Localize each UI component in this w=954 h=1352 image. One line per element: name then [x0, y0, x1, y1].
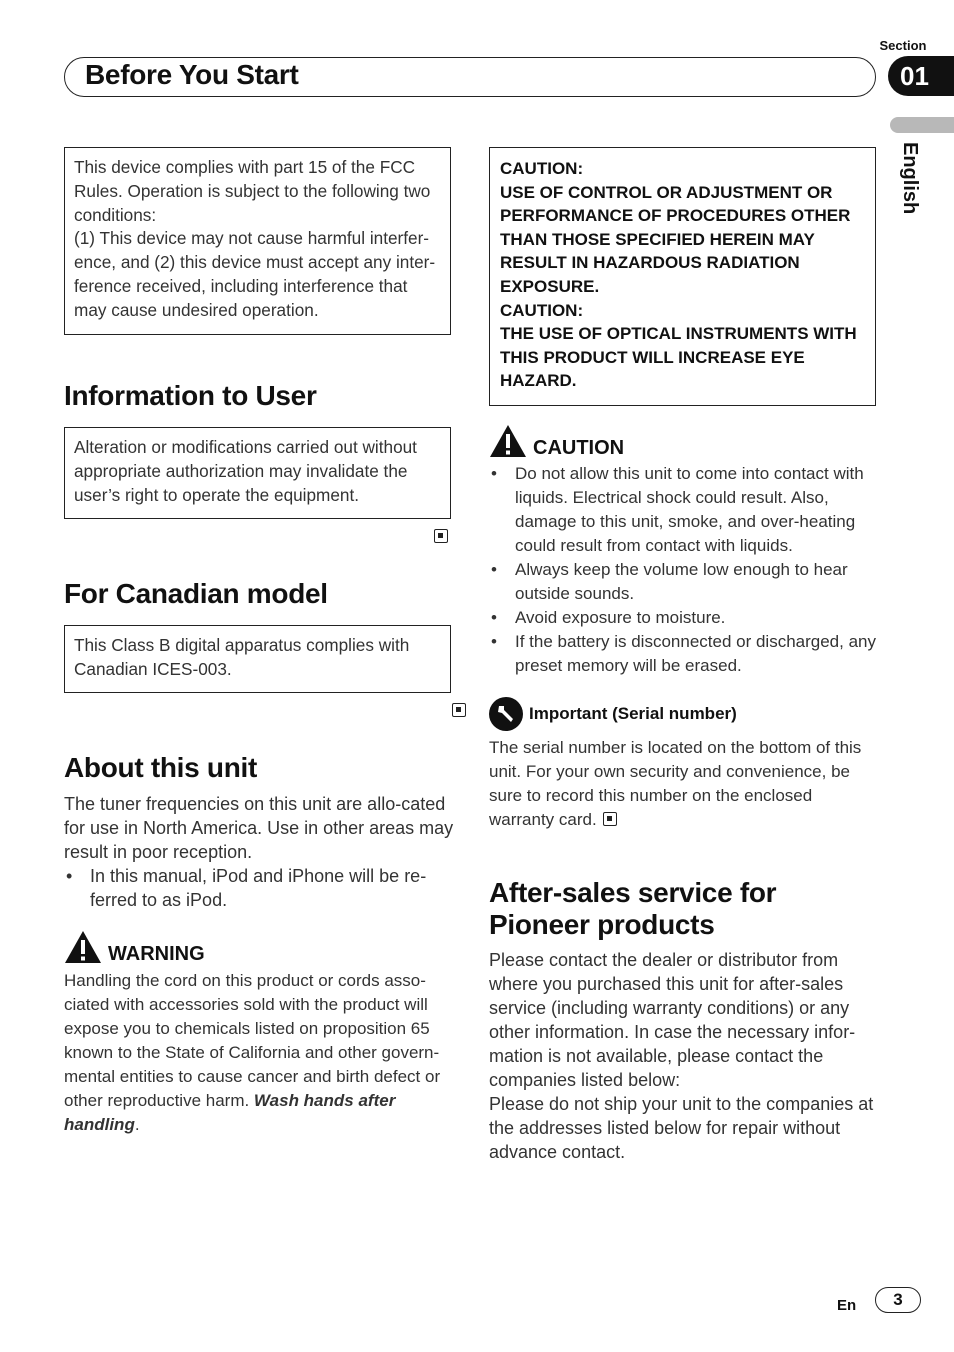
- caution-text-2: THE USE OF OPTICAL INSTRUMENTS WITH THIS PRODUCT WILL INCREASE EYE HAZARD.: [500, 324, 857, 391]
- warning-text-block: [64, 969, 456, 1137]
- list-item: • Always keep the volume low enough to hear outside sounds.: [489, 558, 881, 606]
- list-item: • In this manual, iPod and iPhone will be re-ferred to as iPod.: [64, 864, 454, 912]
- about-this-unit-heading: About this unit: [64, 752, 258, 783]
- canadian-model-heading: For Canadian model: [64, 578, 328, 609]
- section-number-badge: 01: [888, 56, 954, 96]
- canadian-model-box: This Class B digital apparatus complies with Canadian ICES-003.: [64, 625, 451, 693]
- laser-caution-box: [489, 147, 876, 406]
- warning-text: Handling the cord on this product or cords asso-ciated with accessories sold with the product will expose you to chemicals listed on proposition 65 known to the State of California and other govern-mental entities to cause cancer and birth defect or other reproductive harm.: [64, 971, 441, 1110]
- chapter-title: Before You Start: [85, 59, 299, 90]
- after-sales-paragraph-2: Please do not ship your unit to the companies at the addresses listed below for repair without advance contact.: [489, 1094, 874, 1162]
- information-to-user-heading: Information to User: [64, 380, 317, 411]
- about-this-unit-text: [64, 792, 454, 912]
- after-sales-paragraph-1: Please contact the dealer or distributor from where you purchased this unit for after-sales service (including warranty conditions) or any other information. In case the necessary infor-mation is not available, please contact the companies listed below:: [489, 950, 856, 1090]
- end-mark-icon: [603, 812, 617, 826]
- warning-heading: [64, 930, 205, 964]
- language-tab: [890, 117, 954, 133]
- important-title: Important (Serial number): [529, 704, 737, 723]
- section-label: Section: [879, 38, 927, 53]
- footer-language: En: [837, 1297, 857, 1314]
- page-number: 3: [875, 1287, 921, 1313]
- warning-tail: .: [134, 1115, 140, 1134]
- after-sales-text: [489, 948, 881, 1164]
- language-label: English: [899, 142, 921, 215]
- warning-triangle-icon: [64, 930, 102, 964]
- important-wrench-icon: [489, 697, 523, 731]
- about-paragraph: The tuner frequencies on this unit are allo-cated for use in North America. Use in other areas may result in poor reception.: [64, 794, 454, 862]
- important-text: The serial number is located on the bottom of this unit. For your own security and convenience, be sure to record this number on the enclosed warranty card.: [489, 738, 862, 829]
- caution-triangle-icon: [489, 424, 527, 458]
- caution-text-1: USE OF CONTROL OR ADJUSTMENT OR PERFORMANCE OF PROCEDURES OTHER THAN THOSE SPECIFIED HEREIN MAY RESULT IN HAZARDOUS RADIATION EXPOSURE.: [500, 182, 851, 296]
- important-text-block: [489, 736, 879, 832]
- warning-emphasis: Wash hands after handling: [64, 1091, 396, 1134]
- list-item: • Avoid exposure to moisture.: [489, 606, 881, 630]
- end-mark-icon: [434, 529, 448, 543]
- end-mark-icon: [452, 703, 466, 717]
- after-sales-heading: After-sales service for Pioneer products: [489, 877, 777, 940]
- list-item: • If the battery is disconnected or discharged, any preset memory will be erased.: [489, 630, 881, 678]
- caution-heading: [489, 424, 624, 458]
- list-item: • Do not allow this unit to come into contact with liquids. Electrical shock could result. Also, damage to this unit, smoke, and over-heating could result from contact with liquids.: [489, 462, 881, 558]
- warning-title: WARNING: [108, 943, 205, 965]
- caution-label-2: CAUTION:: [500, 300, 584, 320]
- caution-title: CAUTION: [533, 437, 625, 459]
- important-heading: [489, 697, 737, 731]
- fcc-compliance-box: This device complies with part 15 of the FCC Rules. Operation is subject to the following two conditions: (1) This device may not cause harmful interfer-ence, and (2) this device must accept any inter-ference received, including interference that may cause undesired operation.: [64, 147, 451, 335]
- information-to-user-box: Alteration or modifications carried out without appropriate authorization may invalidate the user’s right to operate the equipment.: [64, 427, 451, 519]
- caution-label-1: CAUTION:: [500, 159, 584, 178]
- caution-list: [489, 462, 881, 678]
